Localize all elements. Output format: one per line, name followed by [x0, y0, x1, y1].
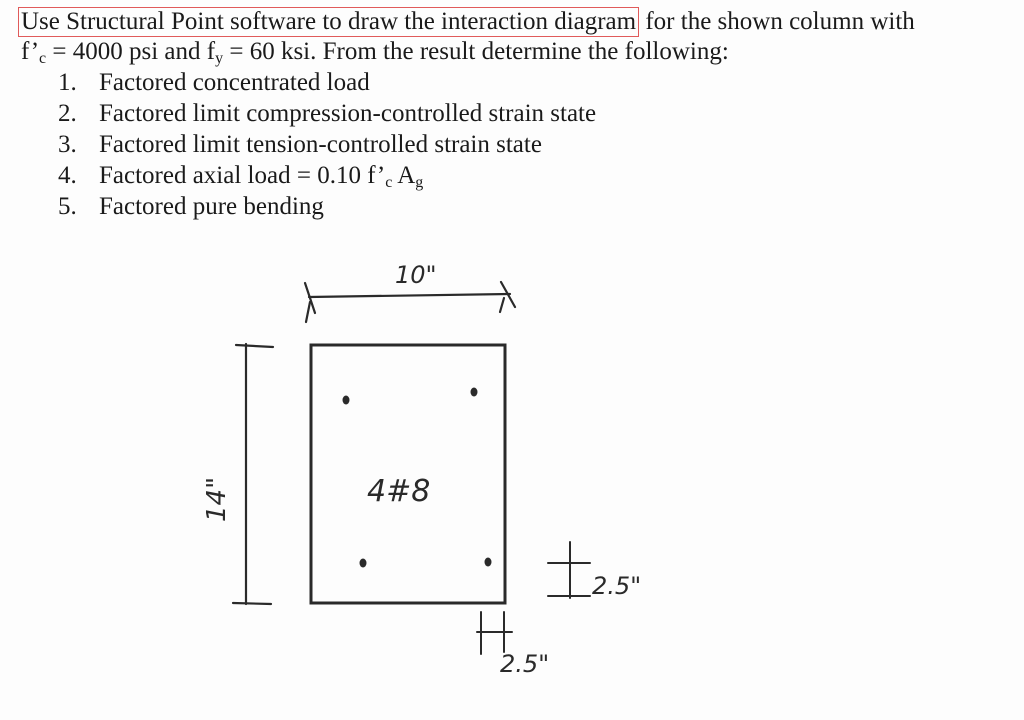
rebar-bottom-right: [485, 558, 492, 567]
height-bottom-extension: [233, 603, 271, 604]
rebar-bottom-left: [360, 559, 367, 568]
height-dimension: [233, 344, 273, 604]
item-text-2: A: [392, 162, 416, 189]
cover-right-label: 2.5": [592, 572, 642, 600]
width-label: 10": [395, 261, 437, 289]
item-number: 1.: [58, 69, 77, 96]
height-label: 14": [202, 476, 232, 522]
width-dimension-line: [309, 294, 510, 297]
rebar-top-left: [343, 396, 350, 405]
cover-bottom-dimension: [477, 612, 512, 654]
rebar-label: 4#8: [367, 474, 431, 509]
item-text: Factored limit tension-controlled strain state: [99, 131, 542, 158]
fc-value-text: = 4000 psi and f: [46, 38, 216, 65]
item-number: 2.: [58, 100, 77, 127]
item-number: 4.: [58, 162, 77, 189]
fc-label: f’: [21, 38, 40, 65]
item-text: Factored pure bending: [99, 193, 324, 220]
item-number: 3.: [58, 131, 77, 158]
statement-line-1-rest: for the shown column with: [639, 8, 915, 35]
item-subscript: c: [385, 174, 393, 191]
fy-value-text: = 60 ksi. From the result determine the following:: [223, 38, 729, 65]
item-subscript-2: g: [415, 174, 424, 191]
fy-subscript: y: [215, 50, 224, 67]
width-extension-left: [306, 302, 310, 322]
item-text: Factored axial load = 0.10 f’: [99, 162, 386, 189]
cover-bottom-label: 2.5": [500, 650, 550, 678]
width-extension-right: [500, 298, 504, 312]
item-number: 5.: [58, 193, 77, 220]
highlighted-instruction: Use Structural Point software to draw the interaction diagram: [18, 7, 639, 37]
fc-subscript: c: [39, 50, 47, 67]
height-top-extension: [236, 345, 273, 347]
cover-right-dimension: [548, 542, 590, 598]
item-text: Factored concentrated load: [99, 69, 370, 96]
rebar-top-right: [471, 388, 478, 397]
item-text: Factored limit compression-controlled strain state: [99, 100, 597, 127]
